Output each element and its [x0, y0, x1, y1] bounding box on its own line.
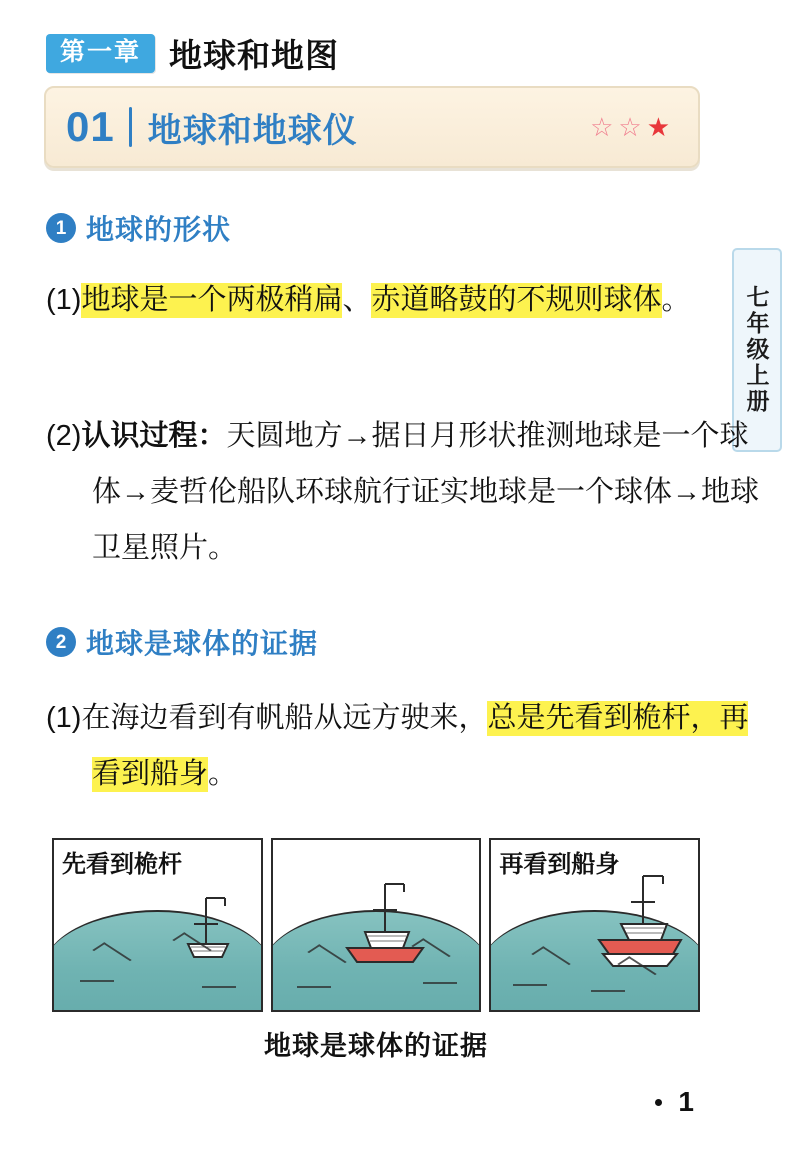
section-banner [44, 86, 700, 168]
star-icon-1: ☆ [590, 112, 614, 142]
grade-side-tab-label: 七年级上册 [743, 285, 770, 415]
heading-number-2: 2 [46, 627, 76, 657]
paragraph-3-highlight: 总是先看到桅杆，再看到船身 [92, 702, 749, 790]
paragraph-3-plain: 在海边看到有帆船从远方驶来， [81, 702, 488, 734]
figure-panel-1-label: 先看到桅杆 [62, 852, 182, 878]
difficulty-stars [590, 114, 676, 140]
chapter-header [46, 30, 339, 77]
banner-divider [129, 107, 132, 147]
page-number: 1 [678, 1086, 694, 1117]
figure-panel-2 [271, 838, 482, 1012]
paragraph-1-label: (1) [46, 284, 82, 316]
paragraph-1-sep: 、 [342, 284, 372, 316]
figure-panel-3 [489, 838, 700, 1012]
star-icon-2: ☆ [618, 112, 642, 142]
paragraph-1-highlight-b: 赤道略鼓 [371, 284, 488, 316]
section-title: 地球和地球仪 [147, 111, 358, 150]
paragraph-2 [46, 408, 764, 576]
figure-caption: 地球是球体的证据 [264, 1031, 488, 1061]
chapter-title: 地球和地图 [169, 37, 340, 74]
star-icon-3: ★ [646, 112, 670, 142]
paragraph-2-bold-lead: 认识过程 [81, 420, 198, 452]
heading-sphere-evidence [46, 622, 318, 662]
chapter-tag: 第一章 [46, 34, 155, 73]
heading-label-2: 地球是球体的证据 [86, 628, 319, 659]
page-footer [655, 1086, 694, 1118]
wave-dash [513, 984, 547, 986]
section-number: 01 [66, 103, 115, 150]
figure-panel-3-label: 再看到船身 [499, 852, 620, 878]
paragraph-1-highlight-a: 地球是一个两极稍扁 [81, 284, 343, 316]
paragraph-3-end: 。 [208, 758, 238, 790]
footer-dot-icon [655, 1099, 662, 1106]
paragraph-3-label: (1) [46, 702, 82, 734]
heading-label-1: 地球的形状 [86, 214, 232, 245]
paragraph-2-label: (2) [46, 420, 82, 452]
ship-hull-partial-icon [273, 840, 482, 1010]
paragraph-1 [46, 272, 742, 328]
wave-dash [591, 990, 625, 992]
heading-earth-shape [46, 208, 231, 248]
wave-dash [423, 982, 457, 984]
paragraph-2-text: 天圆地方→据日月形状推测地球是一个球体→麦哲伦船队环球航行证实地球是一个球体→地球卫星照片。 [92, 420, 760, 564]
wave-dash [80, 980, 114, 982]
figure-ship-horizon [52, 838, 700, 1063]
paragraph-1-end: 。 [661, 284, 691, 316]
figure-panel-1 [52, 838, 263, 1012]
paragraph-3 [46, 690, 772, 802]
paragraph-1-highlight-d: 球体 [603, 284, 662, 316]
paragraph-1-highlight-c: 的不规则 [487, 284, 604, 316]
paragraph-2-colon: ： [197, 420, 227, 452]
wave-dash [202, 986, 236, 988]
wave-dash [297, 986, 331, 988]
heading-number-1: 1 [46, 213, 76, 243]
